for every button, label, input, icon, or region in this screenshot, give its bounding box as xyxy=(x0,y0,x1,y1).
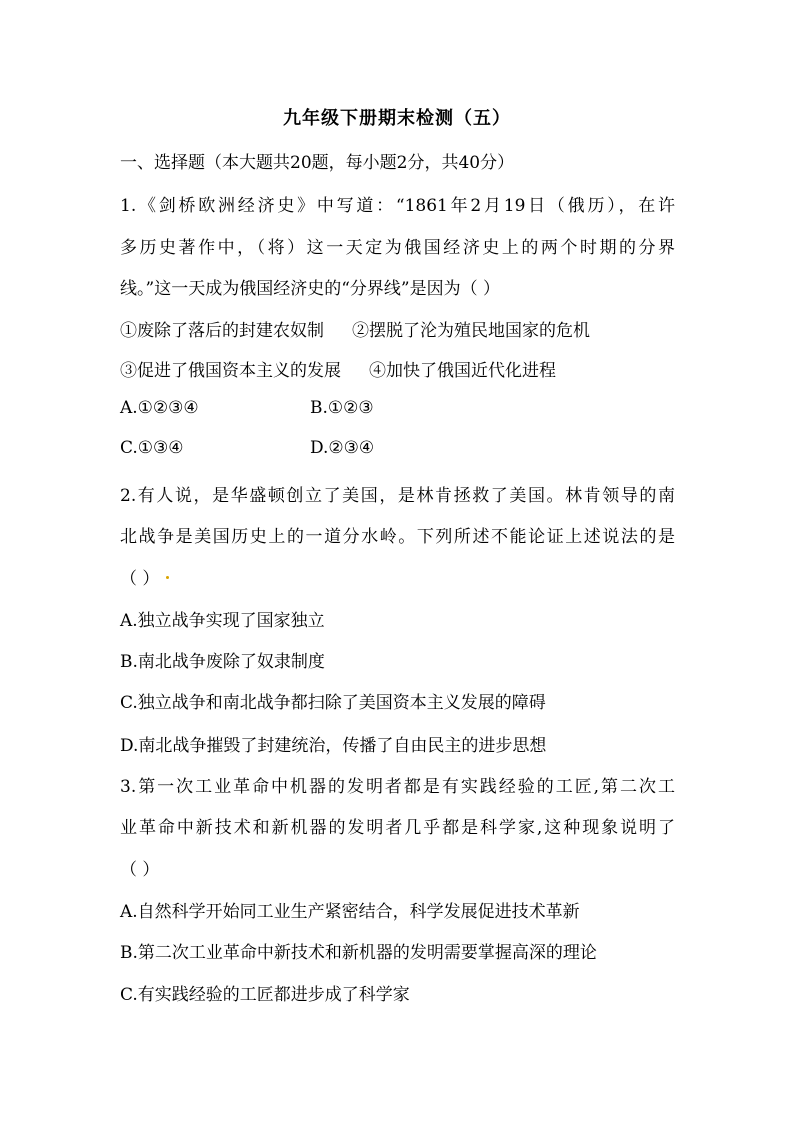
question-1-statements-row-1 xyxy=(120,316,590,341)
stray-mark xyxy=(166,576,169,579)
question-3-line-2: 业革命中新技术和新机器的发明者几乎都是科学家,这种现象说明了 xyxy=(120,818,675,838)
question-2-line-3: （ ） xyxy=(120,569,160,589)
question-3-line-3: （ ） xyxy=(120,860,160,880)
question-3-option-b: B.第二次工业革命中新技术和新机器的发明需要掌握高深的理论 xyxy=(120,943,597,963)
question-1-option-d: D.②③④ xyxy=(310,438,375,458)
question-2-option-b: B.南北战争废除了奴隶制度 xyxy=(120,652,325,672)
page-title: 九年级下册期末检测（五） xyxy=(283,108,511,129)
statement-3: ③促进了俄国资本主义的发展 xyxy=(120,361,341,381)
statement-2: ②摆脱了沦为殖民地国家的危机 xyxy=(352,321,590,341)
question-2-option-d: D.南北战争摧毁了封建统治，传播了自由民主的进步思想 xyxy=(120,736,547,756)
question-1-line-1: 1.《剑桥欧洲经济史》中写道：“1861年2月19日（俄历），在许 xyxy=(120,196,675,216)
question-1-option-a: A.①②③④ xyxy=(120,398,199,418)
section-heading: 一、选择题（本大题共20题，每小题2分，共40分） xyxy=(120,153,515,173)
question-2-option-a: A.独立战争实现了国家独立 xyxy=(120,611,325,631)
question-1-option-b: B.①②③ xyxy=(310,398,374,418)
question-2-option-c: C.独立战争和南北战争都扫除了美国资本主义发展的障碍 xyxy=(120,693,546,713)
question-2-line-1: 2.有人说，是华盛顿创立了美国，是林肯拯救了美国。林肯领导的南 xyxy=(120,486,675,506)
question-3-option-c: C.有实践经验的工匠都进步成了科学家 xyxy=(120,985,410,1005)
question-1-statements-row-2 xyxy=(120,356,556,381)
question-1-line-3: 线。”这一天成为俄国经济史的“分界线”是因为（ ） xyxy=(120,279,500,299)
question-1-line-2: 多历史著作中，（将）这一天定为俄国经济史上的两个时期的分界 xyxy=(120,238,675,258)
question-3-line-1: 3.第一次工业革命中机器的发明者都是有实践经验的工匠,第二次工 xyxy=(120,777,675,797)
statement-4: ④加快了俄国近代化进程 xyxy=(369,361,556,381)
question-2-line-2: 北战争是美国历史上的一道分水岭。下列所述不能论证上述说法的是 xyxy=(120,527,675,547)
question-3-option-a: A.自然科学开始同工业生产紧密结合，科学发展促进技术革新 xyxy=(120,902,580,922)
question-1-option-c: C.①③④ xyxy=(120,438,184,458)
statement-1: ①废除了落后的封建农奴制 xyxy=(120,321,324,341)
